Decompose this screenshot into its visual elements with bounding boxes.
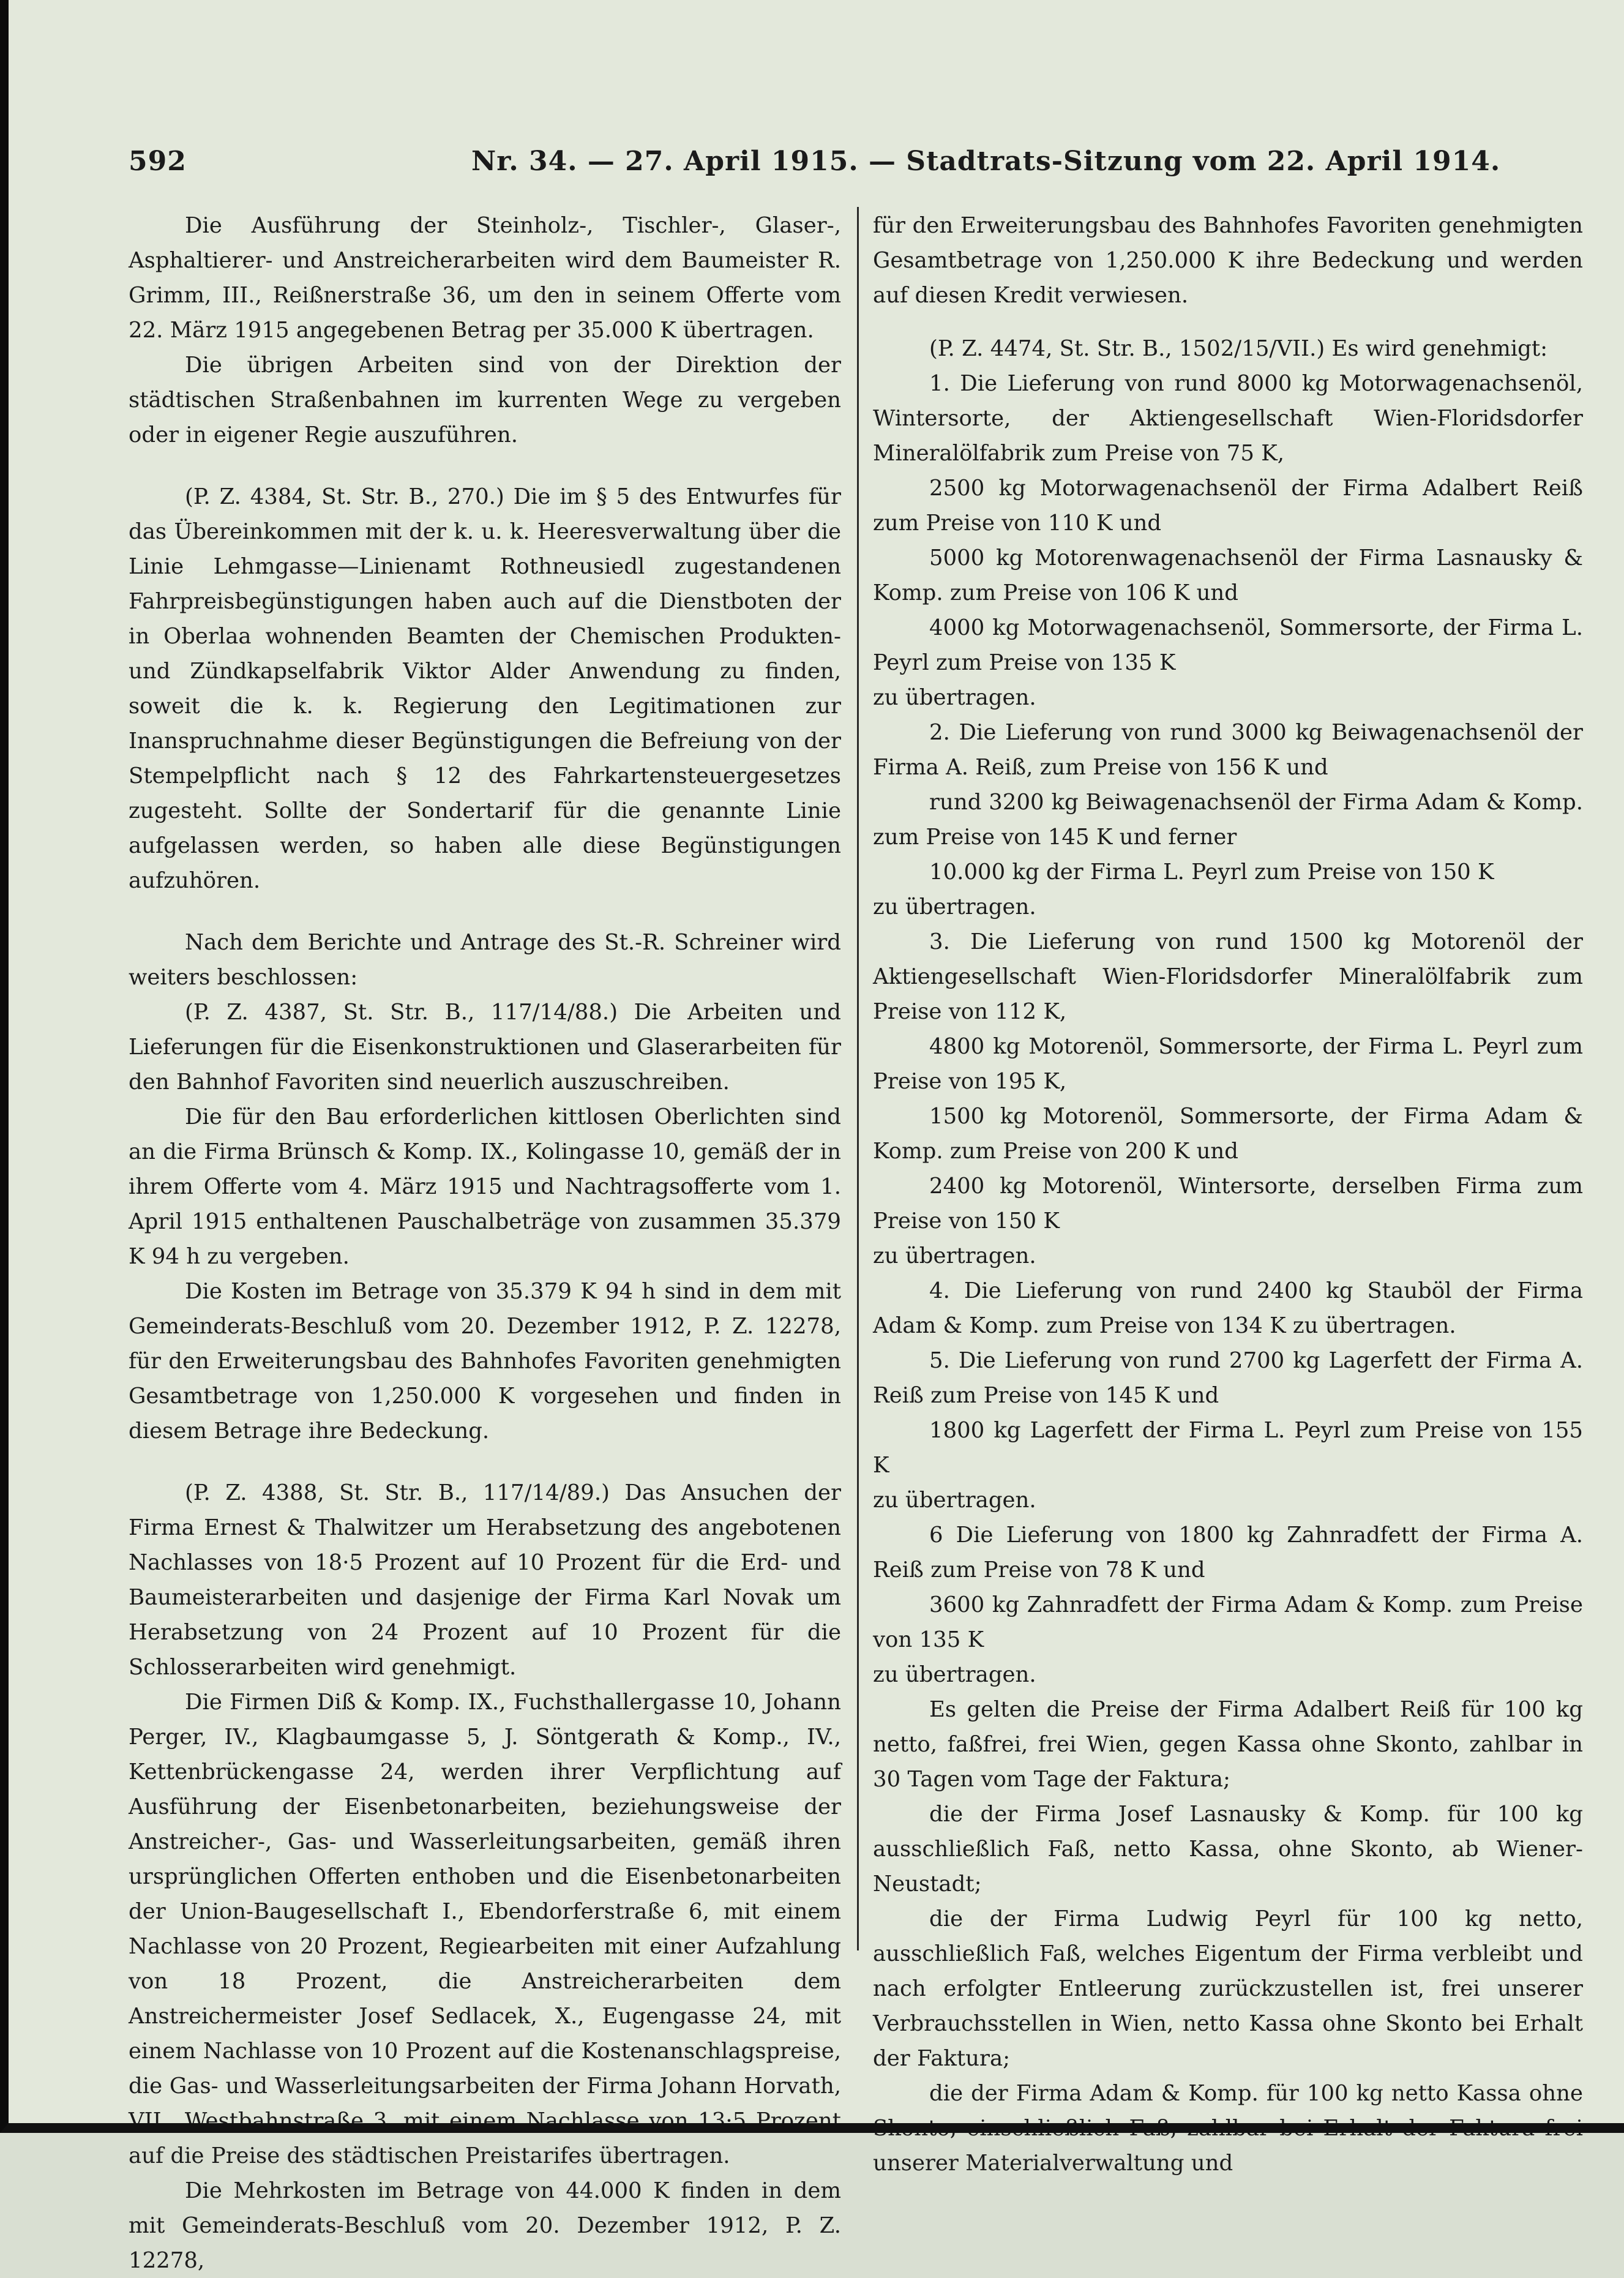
paragraph: rund 3200 kg Beiwagenachsenöl der Firma Adam & Komp. zum Preise von 145 K und ferner <box>873 790 1583 850</box>
document-page <box>9 0 1624 2273</box>
paragraph: Die Mehrkosten im Betrage von 44.000 K finden in dem mit Gemeinderats-Beschluß vom 20. Dezember 1912, P. Z. 12278, <box>129 2178 841 2273</box>
paragraph: Die Ausführung der Steinholz-, Tischler-, Glaser-, Asphaltierer- und Anstreicherarbeiten wird dem Baumeister R. Grimm, III., Reißnerstraße 36, um den in seinem Offerte vom 22. März 1915 angegebenen Betrag per 35.000 K übertragen. <box>129 213 841 343</box>
paragraph: (P. Z. 4474, St. Str. B., 1502/15/VII.) Es wird genehmigt: <box>929 336 1548 361</box>
paragraph: 1500 kg Motorenöl, Sommersorte, der Firma Adam & Komp. zum Preise von 200 K und <box>873 1104 1583 1164</box>
paragraph: 5. Die Lieferung von rund 2700 kg Lagerfett der Firma A. Reiß zum Preise von 145 K und <box>873 1348 1583 1408</box>
paragraph: Die Firmen Diß & Komp. IX., Fuchsthallergasse 10, Johann Perger, IV., Klagbaumgasse 5, J. Söntgerath & Komp., IV., Kettenbrückengasse 24, werden ihrer Verpflichtung auf Ausführung der Eisenbetonarbeiten, beziehungsweise der Anstreicher-, Gas- und Wasserleitungsarbeiten, gemäß ihren ursprünglichen Offerten enthoben und die Eisenbetonarbeiten der Union-Baugesellschaft I., Ebendorferstraße 6, mit einem Nachlasse von 20 Prozent, Regiearbeiten mit einer Aufzahlung von 18 Prozent, die Anstreicherarbeiten dem Anstreichermeister Josef Sedlacek, X., Eugengasse 24, mit einem Nachlasse von 10 Prozent auf die Kostenanschlagspreise, die Gas- und Wasserleitungsarbeiten der Firma Johann Horvath, VII., Westbahnstraße 3, mit einem Nachlasse von 13·5 Prozent auf die Preise des städtischen Preistarifes übertragen. <box>129 1690 841 2168</box>
paragraph: zu übertragen. <box>873 1662 1036 1687</box>
paragraph: zu übertragen. <box>873 1488 1036 1513</box>
paragraph: 2400 kg Motorenöl, Wintersorte, derselben Firma zum Preise von 150 K <box>873 1174 1583 1234</box>
column-divider <box>857 207 859 1950</box>
paragraph: 1. Die Lieferung von rund 8000 kg Motorwagenachsenöl, Wintersorte, der Aktiengesellschaft Wien-Floridsdorfer Mineralölfabrik zum Preise von 75 K, <box>873 371 1583 466</box>
paragraph: Die übrigen Arbeiten sind von der Direktion der städtischen Straßenbahnen im kurrenten Wege zu vergeben oder in eigener Regie auszuführen. <box>129 353 841 448</box>
paragraph: 2. Die Lieferung von rund 3000 kg Beiwagenachsenöl der Firma A. Reiß, zum Preise von 156 K und <box>873 720 1583 780</box>
paragraph: die der Firma Adam & Komp. für 100 kg netto Kassa ohne Skonto, einschließlich Faß, zahlbar bei Erhalt der Faktura frei unserer Materialverwaltung und <box>873 2081 1583 2176</box>
paragraph: zu übertragen. <box>873 685 1036 710</box>
paragraph: zu übertragen. <box>873 1243 1036 1268</box>
left-column <box>129 208 841 2273</box>
page-header <box>129 146 1588 189</box>
paragraph: (P. Z. 4387, St. Str. B., 117/14/88.) Die Arbeiten und Lieferungen für die Eisenkonstruktionen und Glaserarbeiten für den Bahnhof Favoriten sind neuerlich auszuschreiben. <box>129 1000 841 1095</box>
paragraph: 3600 kg Zahnradfett der Firma Adam & Komp. zum Preise von 135 K <box>873 1592 1583 1652</box>
paragraph: Die Kosten im Betrage von 35.379 K 94 h sind in dem mit Gemeinderats-Beschluß vom 20. Dezember 1912, P. Z. 12278, für den Erweiterungsbau des Bahnhofes Favoriten genehmigten Gesamtbetrage von 1,250.000 K vorgesehen und finden in diesem Betrage ihre Bedeckung. <box>129 1279 841 1444</box>
paragraph: 10.000 kg der Firma L. Peyrl zum Preise von 150 K <box>929 860 1494 885</box>
paragraph: 3. Die Lieferung von rund 1500 kg Motorenöl der Aktiengesellschaft Wien-Floridsdorfer Mineralölfabrik zum Preise von 112 K, <box>873 929 1583 1024</box>
paragraph: 6 Die Lieferung von 1800 kg Zahnradfett der Firma A. Reiß zum Preise von 78 K und <box>873 1523 1583 1583</box>
paragraph: 4800 kg Motorenöl, Sommersorte, der Firma L. Peyrl zum Preise von 195 K, <box>873 1034 1583 1094</box>
paragraph: zu übertragen. <box>873 894 1036 920</box>
page-number: 592 <box>129 146 187 177</box>
paragraph: die der Firma Ludwig Peyrl für 100 kg netto, ausschließlich Faß, welches Eigentum der Firma verbleibt und nach erfolgter Entleerung zurückzustellen ist, frei unserer Verbrauchsstellen in Wien, netto Kassa ohne Skonto bei Erhalt der Faktura; <box>873 1906 1583 2071</box>
paragraph: Es gelten die Preise der Firma Adalbert Reiß für 100 kg netto, faßfrei, frei Wien, gegen Kassa ohne Skonto, zahlbar in 30 Tagen vom Tage der Faktura; <box>873 1697 1583 1792</box>
paragraph: 1800 kg Lagerfett der Firma L. Peyrl zum Preise von 155 K <box>873 1418 1583 1478</box>
paragraph: (P. Z. 4384, St. Str. B., 270.) Die im § 5 des Entwurfes für das Übereinkommen mit der k. u. k. Heeresverwaltung über die Linie Lehmgasse—Linienamt Rothneusiedl zugestandenen Fahrpreisbegünstigungen haben auch auf die Dienstboten der in Oberlaa wohnenden Beamten der Chemischen Produkten- und Zündkapselfabrik Viktor Alder Anwendung zu finden, soweit die k. k. Regierung den Legitimationen zur Inanspruchnahme dieser Begünstigungen die Befreiung von der Stempelpflicht nach § 12 des Fahrkartensteuergesetzes zugesteht. Sollte der Sondertarif für die genannte Linie aufgelassen werden, so haben alle diese Begünstigungen aufzuhören. <box>129 484 841 893</box>
right-column <box>873 208 1583 2176</box>
paragraph: Die für den Bau erforderlichen kittlosen Oberlichten sind an die Firma Brünsch & Komp. IX., Kolingasse 10, gemäß der in ihrem Offerte vom 4. März 1915 und Nachtragsofferte vom 1. April 1915 enthaltenen Pauschalbeträge von zusammen 35.379 K 94 h zu vergeben. <box>129 1104 841 1269</box>
paragraph: (P. Z. 4388, St. Str. B., 117/14/89.) Das Ansuchen der Firma Ernest & Thalwitzer um Herabsetzung des angebotenen Nachlasses von 18·5 Prozent auf 10 Prozent für die Erd- und Baumeisterarbeiten und dasjenige der Firma Karl Novak um Herabsetzung von 24 Prozent auf 10 Prozent für die Schlosserarbeiten wird genehmigt. <box>129 1480 841 1680</box>
paragraph: 4000 kg Motorwagenachsenöl, Sommersorte, der Firma L. Peyrl zum Preise von 135 K <box>873 615 1583 675</box>
paragraph: die der Firma Josef Lasnausky & Komp. für 100 kg ausschließlich Faß, netto Kassa, ohne Skonto, ab Wiener-Neustadt; <box>873 1802 1583 1897</box>
paragraph: 5000 kg Motorenwagenachsenöl der Firma Lasnausky & Komp. zum Preise von 106 K und <box>873 545 1583 605</box>
paragraph: 2500 kg Motorwagenachsenöl der Firma Adalbert Reiß zum Preise von 110 K und <box>873 476 1583 536</box>
paragraph: für den Erweiterungsbau des Bahnhofes Favoriten genehmigten Gesamtbetrage von 1,250.000 K ihre Bedeckung und werden auf diesen Kredit verwiesen. <box>873 213 1583 308</box>
paragraph: 4. Die Lieferung von rund 2400 kg Stauböl der Firma Adam & Komp. zum Preise von 134 K zu übertragen. <box>873 1278 1583 1338</box>
header-title: Nr. 34. — 27. April 1915. — Stadtrats-Sitzung vom 22. April 1914. <box>471 146 1501 177</box>
paragraph: Nach dem Berichte und Antrage des St.-R. Schreiner wird weiters beschlossen: <box>129 930 841 990</box>
